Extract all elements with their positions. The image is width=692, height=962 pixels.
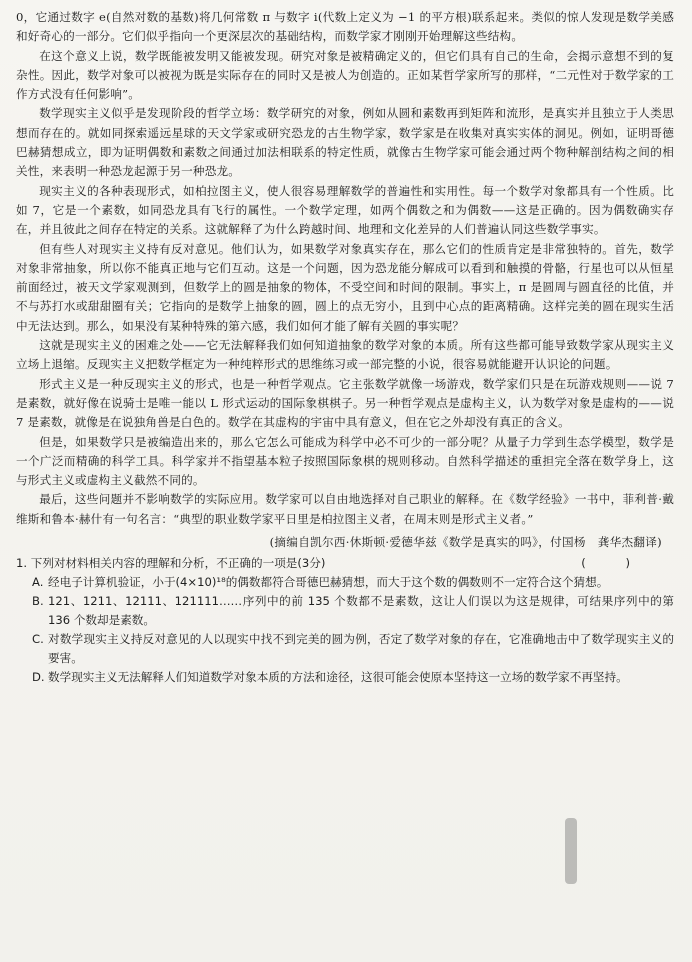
- answer-bracket[interactable]: ( ): [581, 556, 648, 571]
- pen-mark: [565, 818, 577, 884]
- paragraph-2: 在这个意义上说，数学既能被发明又能被发现。研究对象是被精确定义的，但它们具有自己的生命，会揭示意想不到的复杂性。因此，数学对象可以被视为既是实际存在的同时又是被人为创造的。正如某哲学家所写的那样，“二元性对于数学家的工作方式没有任何影响”。: [16, 48, 674, 102]
- paragraph-9: 最后，这些问题并不影响数学的实际应用。数学家可以自由地选择对自己职业的解释。在《数学经验》一书中，菲利普·戴维斯和鲁本·赫什有一句名言：“典型的职业数学家平日里是柏拉图主义者，在周末则是形式主义者。”: [16, 492, 674, 526]
- reading-passage: [16, 8, 674, 529]
- paragraph-7: 形式主义是一种反现实主义的形式，也是一种哲学观点。它主张数学就像一场游戏，数学家们只是在玩游戏规则——说 7 是素数，就好像在说骑士是唯一能以 L 形式运动的国际象棋棋子。另一种哲学观点是虚构主义，认为数学对象是虚构的——说 7 是素数，就像是在说独角兽是白色的。数学在其虚构的宇宙中具有意义，但在它之外却没有真正的含义。: [16, 376, 674, 430]
- paragraph-4: 现实主义的各种表现形式，如柏拉图主义，使人很容易理解数学的普遍性和实用性。每一个数学对象都具有一个性质。比如 7，它是一个素数，如同恐龙具有飞行的属性。一个数学定理，如两个偶数之和为偶数——这是正确的。因为偶数确实存在，并且彼此之间存在特定的关系。这就解释了为什么跨越时间、地理和文化差异的人们普遍认同这些数学事实。: [16, 183, 674, 237]
- option-d[interactable]: [16, 668, 674, 687]
- source-citation: (摘编自凯尔西·休斯顿·爱德华兹《数学是真实的吗》，付国杨 龚华杰翻译): [269, 535, 662, 550]
- question-stem-row: [16, 554, 674, 573]
- paragraph-1: 0，它通过数字 e(自然对数的基数)将几何常数 π 与数字 i(代数上定义为 −1 的平方根)联系起来。类似的惊人发现是数学美感和好奇心的一部分。它们似乎指向一个更深层次的基础结构，而数学家才刚刚开始理解这些结构。: [16, 10, 674, 44]
- option-text: 对数学现实主义持反对意见的人以现实中找不到完美的圆为例，否定了数学对象的存在，它准确地击中了数学现实主义的要害。: [48, 632, 674, 666]
- option-text: 数学现实主义无法解释人们知道数学对象本质的方法和途径，这很可能会使原本坚持这一立场的数学家不再坚持。: [48, 670, 628, 685]
- option-letter: B.: [32, 594, 44, 609]
- option-letter: A.: [32, 575, 44, 590]
- paragraph-8: 但是，如果数学只是被编造出来的，那么它怎么可能成为科学中必不可少的一部分呢？从量子力学到生态学模型，数学是一个广泛而精确的科学工具。科学家并不指望基本粒子按照国际象棋的规则移动。自然科学描述的重担完全落在数学身上，这与形式主义或虚构主义截然不同的。: [16, 434, 674, 488]
- option-text: 经电子计算机验证，小于(4×10)¹⁸的偶数都符合哥德巴赫猜想，而大于这个数的偶数则不一定符合这个猜想。: [48, 575, 609, 590]
- paragraph-6: 这就是现实主义的困难之处——它无法解释我们如何知道抽象的数学对象的本质。所有这些都可能导致数学家从现实主义立场上退缩。反现实主义把数学框定为一种纯粹形式的思维练习或一部完整的小说，很容易就能避开认识论的问题。: [16, 338, 674, 372]
- option-a[interactable]: [16, 573, 674, 592]
- question-1: [16, 554, 674, 687]
- option-letter: D.: [32, 670, 45, 685]
- option-c[interactable]: [16, 630, 674, 668]
- paragraph-5: 但有些人对现实主义持有反对意见。他们认为，如果数学对象真实存在，那么它们的性质肯定是非常独特的。首先，数学对象非常抽象，所以你不能真正地与它们互动。这是一个问题，因为恐龙能分解成可以看到和触摸的骨骼，行星也可以从恒星前面经过，被天文学家观测到，但数学上的圆是抽象的物体，不受空间和时间的限制。事实上，π 是圆周与圆直径的比值，并不与苏打水或甜甜圈有关；它指向的是数学上抽象的圆，圆上的点无穷小，且到中心点的距离精确。这样完美的圆在现实生活中无法达到。那么，如果没有某种特殊的第六感，我们如何才能了解有关圆的事实呢？: [16, 241, 674, 333]
- option-text: 121、1211、12111、121111……序列中的前 135 个数都不是素数，这让人们误以为这是规律，可结果序列中的第 136 个数却是素数。: [48, 594, 674, 628]
- question-stem: 1. 下列对材料相关内容的理解和分析，不正确的一项是(3分): [16, 556, 326, 571]
- paragraph-3: 数学现实主义似乎是发现阶段的哲学立场：数学研究的对象，例如从圆和素数再到矩阵和流形，是真实并且独立于人类思想而存在的。就如同探索遥远星球的天文学家或研究恐龙的古生物学家，数学家是在收集对真实实体的洞见。例如，证明哥德巴赫猜想成立，即为证明偶数和素数之间通过加法相联系的特定性质，就像古生物学家可能会通过两个物种解剖结构之间的相关性，来表明一种恐龙起源于另一种恐龙。: [16, 106, 674, 179]
- option-letter: C.: [32, 632, 44, 647]
- option-b[interactable]: [16, 592, 674, 630]
